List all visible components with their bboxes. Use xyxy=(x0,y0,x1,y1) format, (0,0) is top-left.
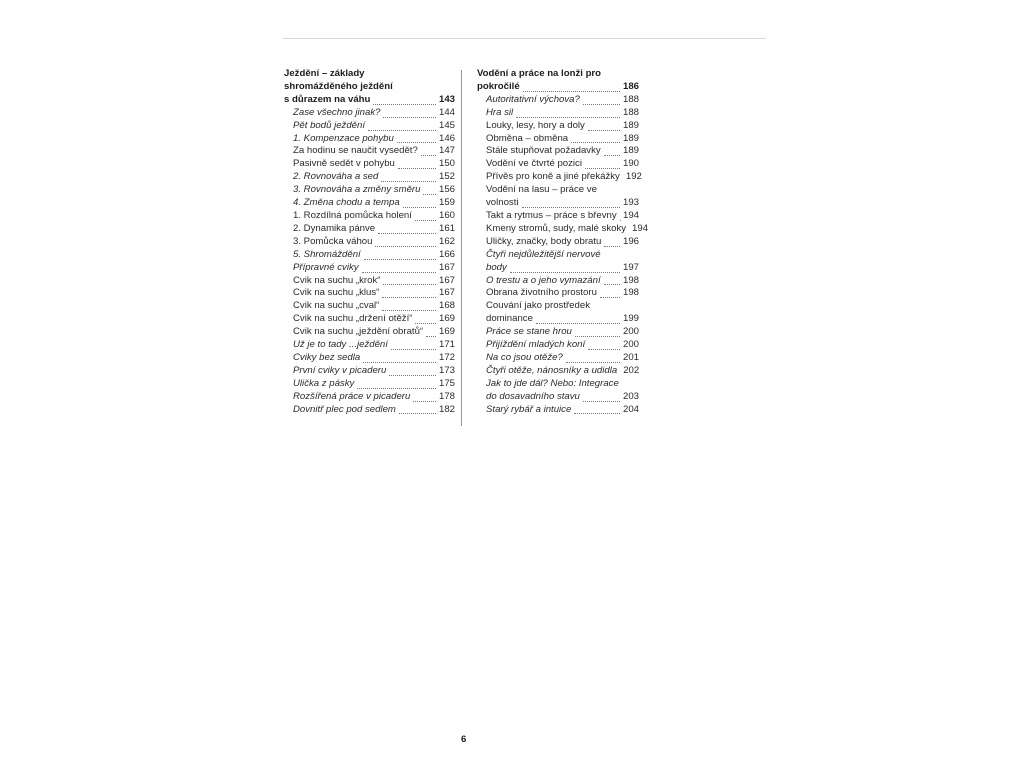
page-number: 6 xyxy=(461,734,467,745)
toc-entry xyxy=(477,287,639,300)
entry-page: 167 xyxy=(438,287,455,299)
entry-page: 196 xyxy=(622,235,639,247)
entry-title: dominance xyxy=(486,313,533,325)
dot-leader xyxy=(566,353,620,363)
dot-leader xyxy=(574,404,620,414)
dot-leader xyxy=(604,237,620,247)
entry-page: 193 xyxy=(622,197,639,209)
entry-title: Louky, lesy, hory a doly xyxy=(486,119,585,131)
entry-page: 190 xyxy=(622,158,639,170)
section-heading-line: Vodění a práce na lonži pro xyxy=(477,68,602,79)
section-heading-line: shromážděného ježdění xyxy=(284,80,393,92)
entry-title: body xyxy=(486,261,507,273)
entry-title: Cvik na suchu „ježdění obratů“ xyxy=(293,326,424,338)
entry-title: 1. Rozdílná pomůcka holení xyxy=(293,209,412,221)
toc-entry xyxy=(477,197,639,210)
entry-page: 199 xyxy=(622,313,639,325)
toc-entry xyxy=(477,262,639,275)
toc-entry xyxy=(477,133,639,146)
toc-entries-left xyxy=(284,107,455,417)
section-heading-entry xyxy=(477,81,639,94)
toc-entry xyxy=(477,222,649,236)
dot-leader xyxy=(600,288,620,298)
toc-entry xyxy=(284,223,455,236)
toc-entry xyxy=(477,275,639,288)
entry-title: Cviky bez sedla xyxy=(293,351,361,363)
toc-entry xyxy=(477,94,639,107)
toc-entry xyxy=(477,158,639,171)
toc-entry xyxy=(284,249,455,262)
entry-page: 147 xyxy=(438,145,455,157)
entry-page: 159 xyxy=(438,197,455,209)
dot-leader xyxy=(391,340,436,350)
dot-leader xyxy=(426,327,436,337)
toc-entry xyxy=(284,171,455,184)
dot-leader xyxy=(373,95,436,105)
section-heading-left xyxy=(284,68,455,107)
entry-page: 182 xyxy=(438,403,455,415)
dot-leader xyxy=(399,404,436,414)
column-divider xyxy=(461,70,462,426)
entry-title: Vodění ve čtvrté pozici xyxy=(486,158,582,170)
entry-title: Rozšířená práce v picaderu xyxy=(293,390,411,402)
toc-entry xyxy=(477,210,639,223)
toc-entry xyxy=(284,352,455,365)
toc-entry xyxy=(477,352,639,365)
entry-page: 188 xyxy=(622,93,639,105)
dot-leader xyxy=(583,95,620,105)
dot-leader xyxy=(604,146,620,156)
entry-page: 194 xyxy=(622,209,639,221)
entry-page: 189 xyxy=(622,145,639,157)
entry-title-line: Čtyři nejdůležitější nervové xyxy=(486,248,601,260)
dot-leader xyxy=(383,108,436,118)
toc-entry xyxy=(477,236,639,249)
entry-title: s důrazem na váhu xyxy=(284,93,371,105)
entry-title: Obrana životního prostoru xyxy=(486,287,597,299)
dot-leader xyxy=(362,263,436,273)
entry-title: Přijíždění mladých koní xyxy=(486,339,586,351)
entry-title: 4. Změna chodu a tempa xyxy=(293,197,400,209)
toc-entry xyxy=(284,210,455,223)
entry-page: 192 xyxy=(625,171,642,183)
toc-entry xyxy=(284,184,455,197)
dot-leader xyxy=(571,133,620,143)
entry-page: 156 xyxy=(438,184,455,196)
dot-leader xyxy=(382,301,436,311)
dot-leader xyxy=(604,275,620,285)
entry-title: Starý rybář a intuice xyxy=(486,403,572,415)
section-heading-line: Ježdění – základy xyxy=(284,68,365,79)
entry-page: 178 xyxy=(438,390,455,402)
dot-leader xyxy=(575,327,620,337)
toc-entry xyxy=(284,378,455,391)
toc-entry xyxy=(477,120,639,133)
toc-entry xyxy=(284,339,455,352)
dot-leader xyxy=(357,379,436,389)
entry-title: Hra sil xyxy=(486,106,514,118)
dot-leader xyxy=(510,263,620,273)
toc-entry xyxy=(284,145,455,158)
entry-page: 204 xyxy=(622,403,639,415)
entry-page: 168 xyxy=(438,300,455,312)
entry-title: Přívěs pro koně a jiné překážky xyxy=(486,171,620,183)
toc-entry xyxy=(284,326,455,339)
entry-page: 144 xyxy=(438,106,455,118)
dot-leader xyxy=(363,353,436,363)
dot-leader xyxy=(583,392,620,402)
dot-leader xyxy=(398,159,436,169)
dot-leader xyxy=(397,133,436,143)
dot-leader xyxy=(382,288,436,298)
entry-title: Cvik na suchu „cval“ xyxy=(293,300,380,312)
dot-leader xyxy=(364,250,436,260)
toc-entry xyxy=(477,404,639,417)
entry-page: 188 xyxy=(622,106,639,118)
entry-page: 189 xyxy=(622,132,639,144)
dot-leader xyxy=(415,314,436,324)
toc-entry xyxy=(284,158,455,171)
entry-title: Pět bodů ježdění xyxy=(293,119,366,131)
dot-leader xyxy=(389,366,436,376)
entry-title: Ulička z pásky xyxy=(293,377,355,389)
entry-title: Kmeny stromů, sudy, malé skoky xyxy=(486,222,627,234)
entry-page: 194 xyxy=(632,222,649,234)
entry-page: 167 xyxy=(438,261,455,273)
toc-entries-right xyxy=(477,93,649,417)
entry-page: 175 xyxy=(438,377,455,389)
entry-title: 2. Dynamika pánve xyxy=(293,222,376,234)
entry-title-line: Couvání jako prostředek xyxy=(486,300,590,312)
entry-title: Cvik na suchu „držení otěží“ xyxy=(293,313,413,325)
toc-entry xyxy=(477,313,639,326)
entry-title: O trestu a o jeho vymazání xyxy=(486,274,601,286)
dot-leader xyxy=(368,121,436,131)
entry-title: Autoritativní výchova? xyxy=(486,93,580,105)
dot-leader xyxy=(423,185,436,195)
entry-title: Přípravné cviky xyxy=(293,261,359,273)
dot-leader xyxy=(585,159,620,169)
entry-title: 3. Rovnováha a změny směru xyxy=(293,184,421,196)
entry-page: 161 xyxy=(438,222,455,234)
entry-page: 201 xyxy=(622,351,639,363)
entry-title: do dosavadního stavu xyxy=(486,390,580,402)
entry-title: Takt a rytmus – práce s břevny xyxy=(486,209,617,221)
entry-page: 146 xyxy=(438,132,455,144)
entry-page: 152 xyxy=(438,171,455,183)
toc-entry xyxy=(284,365,455,378)
entry-page: 145 xyxy=(438,119,455,131)
entry-title: Uličky, značky, body obratu xyxy=(486,235,602,247)
toc-entry xyxy=(477,145,639,158)
entry-page: 160 xyxy=(438,209,455,221)
dot-leader xyxy=(383,275,436,285)
entry-title: Cvik na suchu „krok“ xyxy=(293,274,381,286)
dot-leader xyxy=(415,211,436,221)
toc-right-column xyxy=(477,68,649,416)
toc-left-column xyxy=(284,68,455,416)
entry-title: První cviky v picaderu xyxy=(293,364,387,376)
toc-entry xyxy=(284,133,455,146)
entry-page: 172 xyxy=(438,351,455,363)
entry-page: 162 xyxy=(438,235,455,247)
entry-page: 169 xyxy=(438,313,455,325)
dot-leader xyxy=(516,108,620,118)
entry-page: 198 xyxy=(622,287,639,299)
entry-page: 173 xyxy=(438,364,455,376)
toc-entry xyxy=(477,171,642,184)
entry-title: pokročilé xyxy=(477,80,520,92)
entry-title: 2. Rovnováha a sed xyxy=(293,171,379,183)
entry-title-line: Jak to jde dál? Nebo: Integrace xyxy=(486,377,619,389)
entry-title: Práce se stane hrou xyxy=(486,326,572,338)
dot-leader xyxy=(536,314,620,324)
entry-title: 5. Shromáždění xyxy=(293,248,361,260)
entry-title: Zase všechno jinak? xyxy=(293,106,381,118)
entry-title: volnosti xyxy=(486,197,519,209)
entry-page: 150 xyxy=(438,158,455,170)
entry-title: 1. Kompenzace pohybu xyxy=(293,132,394,144)
dot-leader xyxy=(522,198,620,208)
toc-entry xyxy=(284,287,455,300)
dot-leader xyxy=(378,224,436,234)
toc-entry xyxy=(284,313,455,326)
entry-page: 202 xyxy=(623,364,640,376)
toc-entry xyxy=(284,197,455,210)
entry-title: 3. Pomůcka váhou xyxy=(293,235,373,247)
toc-entry xyxy=(284,236,455,249)
dot-leader xyxy=(381,172,436,182)
toc-entry xyxy=(477,326,639,339)
dot-leader xyxy=(523,82,620,92)
toc-entry xyxy=(284,120,455,133)
toc-entry xyxy=(284,107,455,120)
dot-leader xyxy=(421,146,436,156)
toc-entry xyxy=(477,365,639,378)
entry-page: 198 xyxy=(622,274,639,286)
entry-title: Pasivně sedět v pohybu xyxy=(293,158,395,170)
dot-leader xyxy=(413,392,436,402)
entry-page: 203 xyxy=(622,390,639,402)
entry-page: 197 xyxy=(622,261,639,273)
entry-page: 186 xyxy=(622,80,639,92)
toc-entry xyxy=(284,262,455,275)
entry-page: 200 xyxy=(622,339,639,351)
toc-entry xyxy=(284,275,455,288)
toc-entry xyxy=(477,391,639,404)
entry-title: Čtyři otěže, nánosníky a udidla xyxy=(486,364,618,376)
entry-page: 200 xyxy=(622,326,639,338)
toc-entry xyxy=(477,107,639,120)
toc-entry xyxy=(284,391,455,404)
toc-entry xyxy=(284,404,455,417)
dot-leader xyxy=(403,198,436,208)
entry-title: Za hodinu se naučit vysedět? xyxy=(293,145,418,157)
dot-leader xyxy=(375,237,436,247)
toc-entry xyxy=(477,339,639,352)
entry-title: Stále stupňovat požadavky xyxy=(486,145,601,157)
entry-page: 171 xyxy=(438,339,455,351)
entry-title: Dovnitř plec pod sedlem xyxy=(293,403,396,415)
dot-leader xyxy=(588,340,620,350)
entry-title: Už je to tady ...ježdění xyxy=(293,339,388,351)
section-heading-entry xyxy=(284,94,455,107)
entry-page: 169 xyxy=(438,326,455,338)
entry-title: Na co jsou otěže? xyxy=(486,351,563,363)
top-rule xyxy=(283,38,766,39)
entry-title: Cvik na suchu „klus“ xyxy=(293,287,380,299)
entry-page: 189 xyxy=(622,119,639,131)
toc-entry xyxy=(284,300,455,313)
entry-title-line: Vodění na lasu – práce ve xyxy=(486,184,597,196)
entry-page: 166 xyxy=(438,248,455,260)
dot-leader xyxy=(588,121,620,131)
section-heading-right xyxy=(477,68,639,94)
entry-title: Obměna – obměna xyxy=(486,132,569,144)
entry-page: 143 xyxy=(438,93,455,105)
entry-page: 167 xyxy=(438,274,455,286)
